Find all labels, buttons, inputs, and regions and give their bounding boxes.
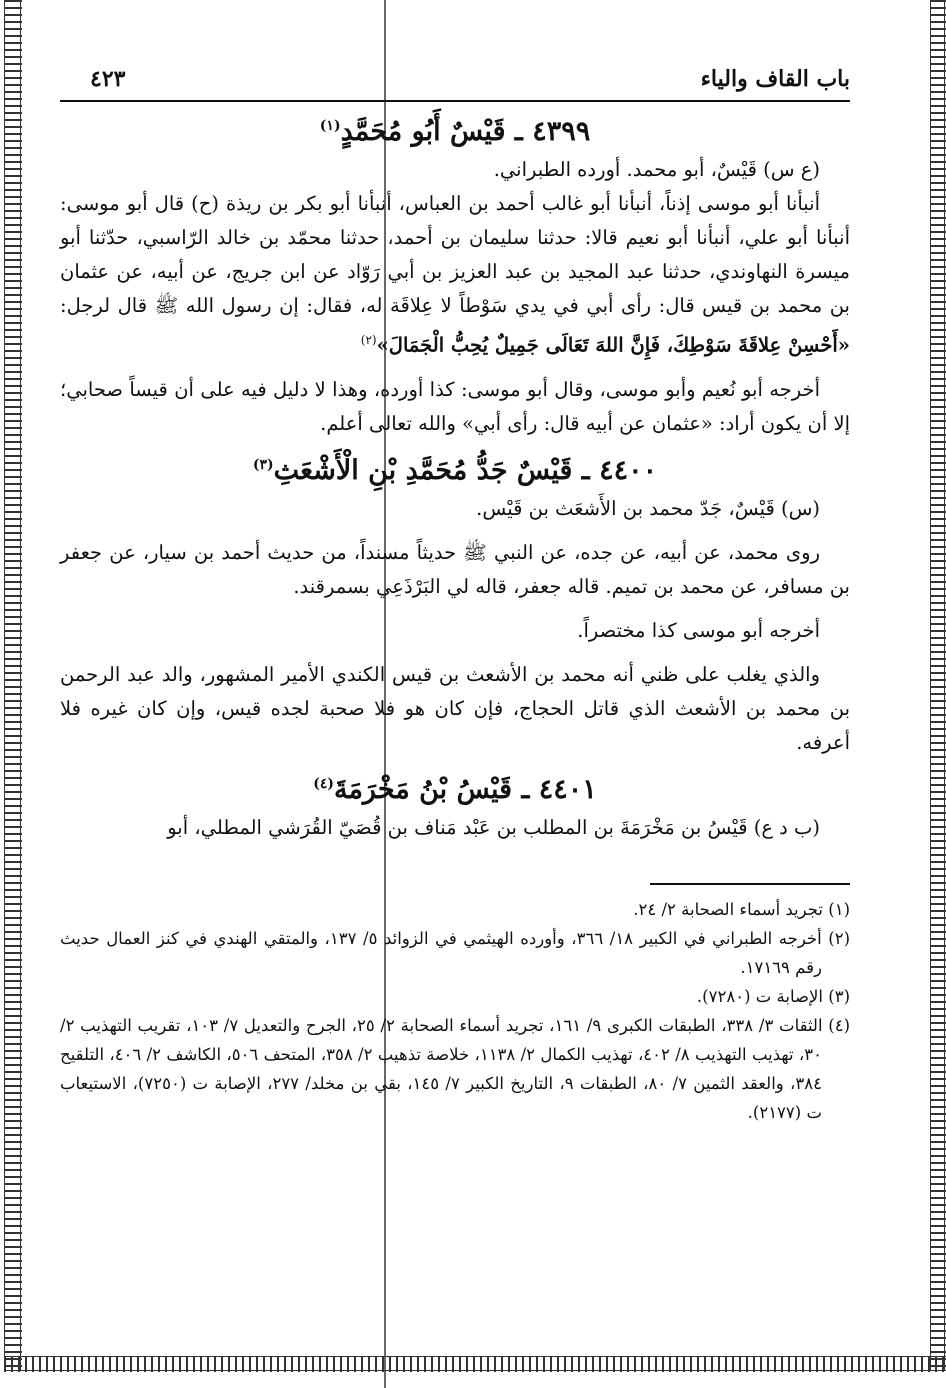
entry-heading-text: ٤٤٠٠ ـ قَيْسٌ جَدُّ مُحَمَّدِ بْنِ الْأَشْعَثِ [273,454,658,486]
footnote-separator [650,883,850,885]
entry-4401 [60,774,850,845]
running-title: باب القاف والياء [700,66,850,92]
entry-heading [60,774,850,805]
footnote-marker: (٢) [360,333,377,347]
footnote-4: (٤) الثقات ٣/ ٣٣٨، الطبقات الكبرى ٩/ ١٦١، تجريد أسماء الصحابة ٢/ ٢٥، الجرح والتعديل ٧/ ١٠٣، تقريب التهذيب ٢/ ٣٠، تهذيب التهذيب ٨/ ٤٠٢، تهذيب الكمال ٢/ ١١٣٨، خلاصة تذهيب ٢/ ٣٥٨، المتحف ٥٠٦، الكاشف ٢/ ٤٠٦، التلقيح ٣٨٤، والعقد الثمين ٧/ ٨٠، الطبقات ٩، التاريخ الكبير ٧/ ١٤٥، بقي بن مخلد/ ٢٧٧، الإصابة ت (٧٢٥٠)، الاستيعاب ت (٢١٧٧). [60,1015,851,1122]
entry-symbol-line: (ب د ع) قَيْسُ بن مَخْرَمَةَ بن المطلب بن عَبْد مَناف بن قُصَيّ القُرَشي المطلي، أبو [167,815,820,839]
entry-4399 [60,116,850,441]
decorative-border-right [930,0,946,1370]
entry-heading [60,455,850,486]
footnote-marker: (٤) [313,775,334,792]
footnote-1: (١) تجريد أسماء الصحابة ٢/ ٢٤. [633,899,850,919]
entry-paragraph: والذي يغلب على ظني أنه محمد بن الأشعث بن قيس الكندي الأمير المشهور، والد عبد الرحمن بن محمد بن الأشعث الذي قاتل الحجاج، فإن كان هو فلا صحبة لجده قيس، وإن كان غيره فلا أعرفه. [60,662,850,754]
decorative-border-bottom [4,1356,946,1372]
footnote-2: (٢) أخرجه الطبراني في الكبير ١٨/ ٣٦٦، وأورده الهيثمي في الزوائد ٥/ ١٣٧، والمتقي الهندي في كنز العمال حديث رقم ١٧١٦٩. [60,928,851,977]
hadith-text: «أَحْسِنْ عِلاقَةَ سَوْطِكَ، فَإِنَّ اللهَ تَعَالَى جَمِيلٌ يُحِبُّ الْجَمَالَ» [376,333,850,357]
entry-paragraph: روى محمد، عن أبيه، عن جده، عن النبي ﷺ حديثاً مسنداً، من حديث أحمد بن سيار، عن جعفر بن مسافر، عن محمد بن تميم. قاله جعفر، قاله لي البَرْذَعِي بسمرقند. [60,540,850,598]
page-header [60,60,850,102]
entry-4400 [60,455,850,760]
entry-paragraph: أخرجه أبو موسى كذا مختصراً. [577,618,820,642]
isnad-text: أنبأنا أبو موسى إذناً، أنبأنا أبو غالب أحمد بن العباس، أنبأنا أبو بكر بن ريذة (ح) قال أبو موسى: أنبأنا أبو علي، أنبأنا أبو نعيم قالا: حدثنا سليمان بن أحمد، حدثنا محمّد بن خالد الرّاسبي، حدّثنا أبو ميسرة النهاوندي، حدثنا عبد المجيد بن عبد العزيز بن أبي رَوّاد عن ابن جريج، عن أبيه، عن عثمان بن محمد بن قيس قال: رأى أبي في يدي سَوْطاً لا عِلاقَة له، فقال: إن رسول الله ﷺ قال لرجل: [60,192,850,317]
entry-symbol-line: (س) قَيْسٌ، جَدّ محمد بن الأَشعَث بن قَيْس. [476,496,820,520]
book-page [60,60,850,1127]
decorative-border-left [4,0,22,1370]
footnote-marker: (٣) [252,456,274,473]
footnote-3: (٣) الإصابة ت (٧٢٨٠). [696,986,850,1006]
entry-heading-text: ٤٣٩٩ ـ قَيْسٌ أَبُو مُحَمَّدٍ [340,116,591,147]
page-number: ٤٢٣ [90,66,126,92]
entry-isnad [60,187,850,363]
entry-symbol-line: (ع س) قَيْسٌ، أبو محمد. أورده الطبراني. [493,158,820,181]
footnotes [60,895,850,1127]
footnote-marker: (١) [319,118,341,134]
entry-takhrij: أخرجه أبو نُعيم وأبو موسى، وقال أبو موسى: كذا أورده، وهذا لا دليل فيه على أن قيساً صحابي؛ إلا أن يكون أراد: «عثمان عن أبيه قال: رأى أبي» والله تعالى أعلم. [60,377,850,435]
entry-heading [60,116,850,147]
entry-heading-text: ٤٤٠١ ـ قَيْسُ بْنُ مَخْرَمَةَ [333,773,597,805]
